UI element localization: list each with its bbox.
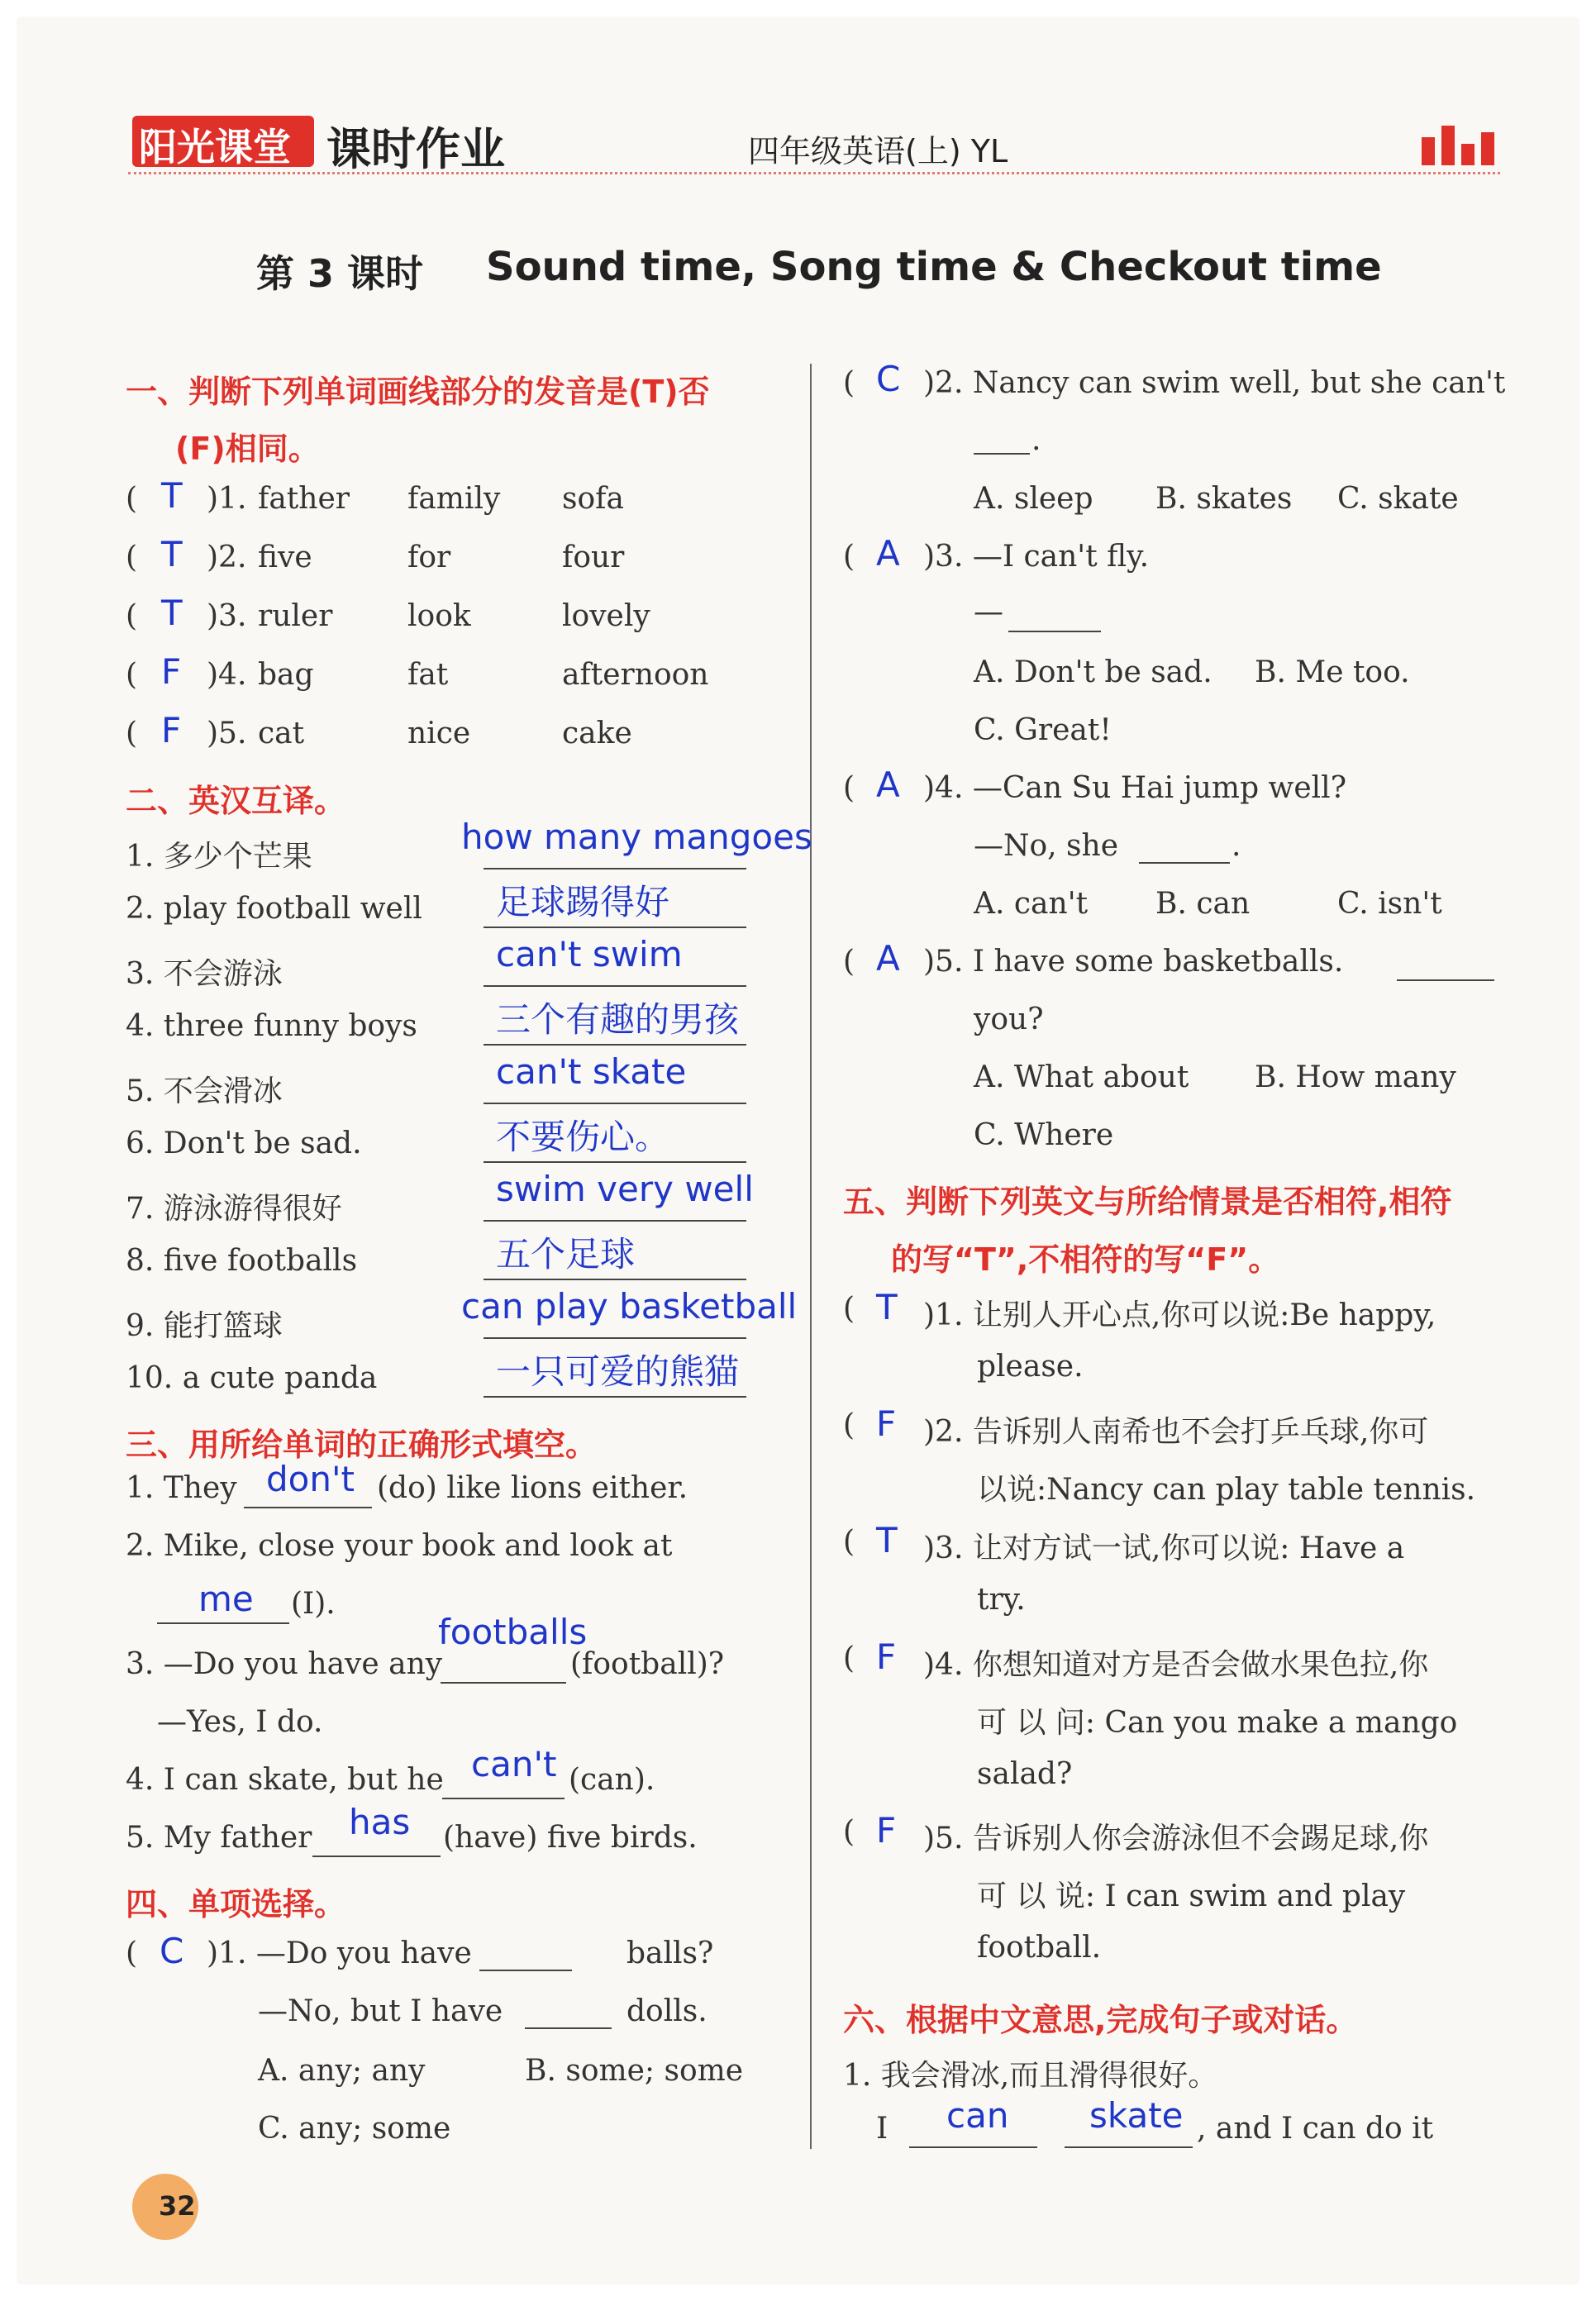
s1-word-1: five: [258, 541, 312, 574]
s6-answer-1: can: [946, 2095, 1009, 2136]
s1-number: )1.: [207, 482, 247, 516]
s4-q1-stem-end: balls?: [626, 1937, 714, 1970]
s1-answer: F: [161, 651, 182, 692]
s2-question: 3. 不会游泳: [126, 957, 283, 991]
s4-q2-stem: )2. Nancy can swim well, but she can't: [923, 366, 1506, 400]
s5-line-2: try.: [977, 1583, 1026, 1617]
s1-answer: F: [161, 710, 182, 750]
s4-q2-option-a: A. sleep: [974, 482, 1093, 516]
s3-q3-suffix: (football)?: [570, 1647, 725, 1681]
s4-q1-stem: )1. —Do you have: [207, 1937, 472, 1970]
s1-number: )2.: [207, 541, 247, 574]
s6-title: 六、根据中文意思,完成句子或对话。: [843, 2002, 1358, 2038]
s5-line-1: )5. 告诉别人你会游泳但不会踢足球,你: [923, 1822, 1429, 1856]
s4-q4-reply: —No, she: [974, 829, 1119, 863]
s4-q2-option-b: B. skates: [1155, 482, 1293, 516]
answer-line: [484, 1279, 746, 1280]
s1-word-3: sofa: [562, 482, 624, 516]
s3-q4-suffix: (can).: [569, 1763, 655, 1797]
s5-title: 五、判断下列英文与所给情景是否相符,相符: [843, 1184, 1452, 1220]
s2-answer: 三个有趣的男孩: [496, 999, 740, 1040]
s1-word-3: four: [562, 541, 625, 574]
answer-line: [484, 1337, 746, 1339]
s5-line-3: salad?: [977, 1757, 1073, 1791]
s5-answer: F: [876, 1810, 897, 1851]
s5-open-paren: (: [843, 1292, 855, 1326]
s1-word-1: cat: [258, 717, 305, 750]
s5-open-paren: (: [843, 1525, 855, 1559]
s4-q4-stem: )4. —Can Su Hai jump well?: [923, 771, 1346, 805]
column-divider: [810, 364, 812, 2149]
s2-answer: 足球踢得好: [496, 882, 670, 922]
s5-line-2: 可 以 说: I can swim and play: [977, 1879, 1406, 1913]
s1-open-paren: (: [126, 599, 138, 633]
s4-q1-reply: —No, but I have: [258, 1994, 503, 2028]
s4-q5-option-a: A. What about: [974, 1060, 1189, 1094]
answer-line: [484, 927, 746, 928]
s5-line-1: )1. 让别人开心点,你可以说:Be happy,: [923, 1298, 1436, 1332]
s2-answer: swim very well: [496, 1169, 754, 1209]
s3-q3-answer: footballs: [438, 1612, 588, 1652]
s1-answer: T: [161, 475, 183, 516]
s4-q2-answer: C: [876, 359, 901, 399]
s3-q3-prefix: 3. —Do you have any: [126, 1647, 443, 1681]
s5-line-2: please.: [977, 1350, 1084, 1384]
s4-q4-option-b: B. can: [1155, 887, 1251, 921]
s1-word-2: nice: [407, 717, 471, 750]
s1-title2: (F)相同。: [175, 431, 320, 467]
s1-answer: T: [161, 593, 183, 633]
s4-q3-answer: A: [876, 533, 900, 574]
s4-q5-option-c: C. Where: [974, 1118, 1114, 1152]
s2-answer: how many mangoes: [461, 817, 812, 857]
s4-q1-option-a: A. any; any: [258, 2054, 426, 2088]
s5-answer: F: [876, 1636, 897, 1677]
s4-q3-stem: )3. —I can't fly.: [923, 540, 1150, 574]
s4-q3-reply: —: [974, 595, 1003, 629]
s1-word-2: for: [407, 541, 451, 574]
s4-q1-option-b: B. some; some: [525, 2054, 744, 2088]
s2-question: 7. 游泳游得很好: [126, 1192, 342, 1226]
s3-q1-suffix: (do) like lions either.: [377, 1471, 688, 1505]
s4-q5-stem-end: you?: [974, 1003, 1044, 1036]
s2-answer: 五个足球: [496, 1234, 636, 1274]
s3-q5-answer: has: [349, 1802, 411, 1842]
s1-word-3: lovely: [562, 599, 650, 633]
s2-title: 二、英汉互译。: [126, 783, 346, 819]
s1-number: )3.: [207, 599, 247, 633]
s3-title: 三、用所给单词的正确形式填空。: [126, 1427, 598, 1463]
s1-word-3: cake: [562, 717, 632, 750]
s1-open-paren: (: [126, 717, 138, 750]
s2-question: 1. 多少个芒果: [126, 840, 312, 874]
s5-line-1: )2. 告诉别人南希也不会打乒乓球,你可: [923, 1415, 1429, 1449]
s5-answer: T: [876, 1287, 898, 1327]
answer-line: [484, 868, 746, 869]
s4-q5-option-b: B. How many: [1255, 1060, 1456, 1094]
lesson-topic: Sound time, Song time & Checkout time: [486, 244, 1382, 290]
s1-word-2: fat: [407, 658, 449, 692]
answer-line: [484, 1396, 746, 1398]
s1-word-2: look: [407, 599, 471, 633]
s1-open-paren: (: [126, 482, 138, 516]
s1-word-2: family: [407, 482, 501, 516]
s1-word-1: ruler: [258, 599, 333, 633]
s4-q4-option-c: C. isn't: [1337, 887, 1442, 921]
s4-q1-reply-end: dolls.: [626, 1994, 707, 2028]
answer-line: [484, 1220, 746, 1222]
s5-title2: 的写“T”,不相符的写“F”。: [891, 1241, 1280, 1278]
page-number: 32: [159, 2190, 196, 2222]
s4-q5-answer: A: [876, 938, 900, 979]
s5-line-1: )4. 你想知道对方是否会做水果色拉,你: [923, 1648, 1429, 1682]
s3-q2-prefix: 2. Mike, close your book and look at: [126, 1529, 673, 1563]
s2-answer: 一只可爱的熊猫: [496, 1351, 740, 1392]
s4-q3-option-b: B. Me too.: [1255, 655, 1410, 689]
s2-question: 2. play football well: [126, 892, 422, 926]
s4-title: 四、单项选择。: [126, 1886, 346, 1922]
s3-q1-prefix: 1. They: [126, 1471, 237, 1505]
s1-open-paren: (: [126, 541, 138, 574]
lesson-number: 第 3 课时: [256, 251, 424, 296]
s1-word-1: father: [258, 482, 350, 516]
s1-word-1: bag: [258, 658, 314, 692]
s6-q1-prefix: I: [876, 2112, 889, 2146]
answer-line: [484, 1103, 746, 1104]
s5-answer: T: [876, 1520, 898, 1560]
s3-q1-answer: don't: [266, 1459, 355, 1499]
s4-q4-answer: A: [876, 765, 900, 805]
answer-line: [484, 1044, 746, 1046]
s3-q5-suffix: (have) five birds.: [443, 1821, 698, 1855]
s3-q2-suffix: (I).: [291, 1587, 336, 1621]
s5-open-paren: (: [843, 1815, 855, 1849]
s5-answer: F: [876, 1403, 897, 1444]
s2-answer: can't swim: [496, 934, 683, 974]
s5-line-3: football.: [977, 1931, 1102, 1965]
s3-q5-prefix: 5. My father: [126, 1821, 312, 1855]
s1-title: 一、判断下列单词画线部分的发音是(T)否: [126, 374, 710, 410]
s5-open-paren: (: [843, 1641, 855, 1675]
s5-open-paren: (: [843, 1408, 855, 1442]
s5-line-1: )3. 让对方试一试,你可以说: Have a: [923, 1532, 1405, 1565]
s2-question: 10. a cute panda: [126, 1361, 378, 1395]
s5-line-2: 可 以 问: Can you make a mango: [977, 1706, 1458, 1740]
answer-line: [484, 985, 746, 987]
s2-question: 6. Don't be sad.: [126, 1127, 362, 1160]
bar-chart-icon: [1422, 124, 1496, 165]
s2-question: 8. five footballs: [126, 1244, 358, 1278]
s6-q1: 1. 我会滑冰,而且滑得很好。: [843, 2059, 1218, 2093]
s3-q2-answer: me: [198, 1579, 254, 1619]
s1-answer: T: [161, 534, 183, 574]
s2-answer: can't skate: [496, 1051, 687, 1092]
s1-word-3: afternoon: [562, 658, 709, 692]
header-subtitle: 课时作业: [326, 123, 505, 175]
brand-label: 阳光课堂: [139, 125, 291, 169]
s4-q1-answer: C: [160, 1931, 184, 1971]
s4-q3-option-a: A. Don't be sad.: [974, 655, 1212, 689]
s1-open-paren: (: [126, 658, 138, 692]
s3-q3-reply: —Yes, I do.: [157, 1705, 323, 1739]
s4-q3-option-c: C. Great!: [974, 713, 1112, 747]
s2-question: 9. 能打篮球: [126, 1309, 283, 1343]
s4-q2-option-c: C. skate: [1337, 482, 1459, 516]
s2-question: 4. three funny boys: [126, 1009, 417, 1043]
s4-q1-option-c: C. any; some: [258, 2112, 451, 2146]
s6-answer-2: skate: [1089, 2095, 1184, 2136]
s2-question: 5. 不会滑冰: [126, 1074, 283, 1108]
header-divider: [128, 172, 1500, 174]
s1-number: )5.: [207, 717, 247, 750]
answer-line: [484, 1161, 746, 1163]
s3-q4-prefix: 4. I can skate, but he: [126, 1763, 444, 1797]
s2-answer: can play basketball: [461, 1286, 798, 1327]
s3-q4-answer: can't: [471, 1744, 557, 1784]
book-label: 四年级英语(上) YL: [748, 133, 1008, 169]
s1-number: )4.: [207, 658, 247, 692]
s4-q4-option-a: A. can't: [974, 887, 1089, 921]
s4-q5-stem: )5. I have some basketballs.: [923, 945, 1344, 979]
s2-answer: 不要伤心。: [496, 1117, 670, 1157]
s6-q1-suffix: , and I can do it: [1197, 2112, 1434, 2146]
s5-line-2: 以说:Nancy can play table tennis.: [977, 1473, 1476, 1507]
